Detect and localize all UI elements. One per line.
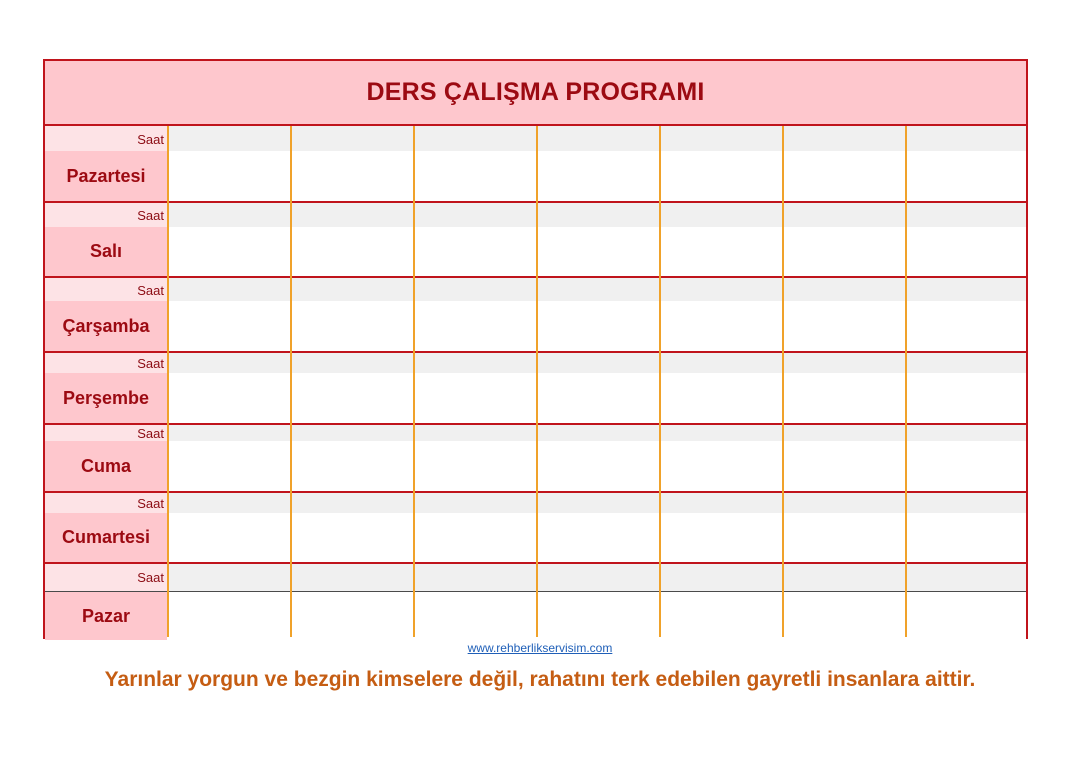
subject-cell[interactable] xyxy=(536,227,659,276)
subject-cell[interactable] xyxy=(905,151,1028,201)
subject-cell[interactable] xyxy=(905,373,1028,423)
day-block xyxy=(45,425,1026,493)
subject-cell[interactable] xyxy=(290,513,413,562)
subject-cell[interactable] xyxy=(659,592,782,640)
time-cell[interactable] xyxy=(413,203,536,228)
time-cells xyxy=(167,126,1026,152)
day-row xyxy=(45,592,1026,640)
time-cells xyxy=(167,425,1026,442)
time-cell[interactable] xyxy=(290,203,413,228)
time-cell[interactable] xyxy=(536,203,659,228)
subject-cell[interactable] xyxy=(782,592,905,640)
time-cell[interactable] xyxy=(659,425,782,442)
subject-cells xyxy=(167,151,1026,201)
time-cell[interactable] xyxy=(782,353,905,374)
subject-cell[interactable] xyxy=(413,441,536,491)
subject-cell[interactable] xyxy=(782,373,905,423)
day-label: Cuma xyxy=(45,441,167,491)
subject-cell[interactable] xyxy=(659,513,782,562)
subject-cell[interactable] xyxy=(167,151,290,201)
subject-cell[interactable] xyxy=(536,592,659,640)
time-cell[interactable] xyxy=(167,278,290,302)
day-row xyxy=(45,513,1026,562)
time-cells xyxy=(167,203,1026,228)
subject-cell[interactable] xyxy=(413,513,536,562)
time-cell[interactable] xyxy=(659,564,782,591)
motivational-quote: Yarınlar yorgun ve bezgin kimselere değil, rahatını terk edebilen gayretli insanlara aittir. xyxy=(104,668,976,691)
time-cell[interactable] xyxy=(413,126,536,152)
subject-cell[interactable] xyxy=(290,301,413,351)
study-schedule-table xyxy=(43,59,1028,639)
time-row xyxy=(45,126,1026,153)
time-cell[interactable] xyxy=(905,203,1028,228)
subject-cell[interactable] xyxy=(782,227,905,276)
day-label: Pazartesi xyxy=(45,151,167,201)
time-cell[interactable] xyxy=(782,126,905,152)
subject-cell[interactable] xyxy=(659,373,782,423)
subject-cell[interactable] xyxy=(536,151,659,201)
subject-cell[interactable] xyxy=(413,592,536,640)
subject-cell[interactable] xyxy=(905,592,1028,640)
time-label: Saat xyxy=(45,564,167,591)
subject-cell[interactable] xyxy=(290,441,413,491)
time-cell[interactable] xyxy=(905,493,1028,514)
subject-cell[interactable] xyxy=(782,151,905,201)
subject-cells xyxy=(167,441,1026,491)
subject-cells xyxy=(167,227,1026,276)
time-cell[interactable] xyxy=(782,203,905,228)
subject-cell[interactable] xyxy=(659,301,782,351)
time-cell[interactable] xyxy=(167,425,290,442)
subject-cell[interactable] xyxy=(413,151,536,201)
subject-cell[interactable] xyxy=(413,301,536,351)
time-cell[interactable] xyxy=(659,203,782,228)
time-cell[interactable] xyxy=(413,564,536,591)
subject-cells xyxy=(167,513,1026,562)
subject-cell[interactable] xyxy=(167,441,290,491)
website-link[interactable]: www.rehberlikservisim.com xyxy=(467,641,613,655)
time-cell[interactable] xyxy=(905,278,1028,302)
time-cell[interactable] xyxy=(413,493,536,514)
time-label: Saat xyxy=(45,278,167,302)
time-cell[interactable] xyxy=(167,493,290,514)
time-label: Saat xyxy=(45,203,167,228)
time-cell[interactable] xyxy=(905,353,1028,374)
day-row xyxy=(45,373,1026,423)
time-cell[interactable] xyxy=(167,353,290,374)
time-label: Saat xyxy=(45,353,167,374)
title-row xyxy=(45,61,1026,126)
time-cell[interactable] xyxy=(290,493,413,514)
time-row xyxy=(45,564,1026,592)
time-cell[interactable] xyxy=(167,203,290,228)
time-cell[interactable] xyxy=(782,564,905,591)
time-cell[interactable] xyxy=(536,126,659,152)
time-cell[interactable] xyxy=(413,278,536,302)
subject-cell[interactable] xyxy=(167,373,290,423)
day-row xyxy=(45,227,1026,276)
day-label: Pazar xyxy=(45,592,167,640)
subject-cell[interactable] xyxy=(905,301,1028,351)
subject-cell[interactable] xyxy=(782,513,905,562)
time-cell[interactable] xyxy=(659,353,782,374)
day-row xyxy=(45,301,1026,351)
subject-cell[interactable] xyxy=(905,227,1028,276)
day-block xyxy=(45,203,1026,278)
time-cell[interactable] xyxy=(905,126,1028,152)
subject-cells xyxy=(167,592,1026,640)
subject-cell[interactable] xyxy=(536,373,659,423)
subject-cell[interactable] xyxy=(536,513,659,562)
subject-cell[interactable] xyxy=(167,513,290,562)
time-cell[interactable] xyxy=(782,493,905,514)
website-footer xyxy=(0,641,1080,655)
subject-cell[interactable] xyxy=(659,441,782,491)
subject-cell[interactable] xyxy=(290,151,413,201)
subject-cells xyxy=(167,373,1026,423)
time-cell[interactable] xyxy=(536,278,659,302)
subject-cell[interactable] xyxy=(782,301,905,351)
day-label: Cumartesi xyxy=(45,513,167,562)
subject-cell[interactable] xyxy=(659,227,782,276)
time-cell[interactable] xyxy=(290,425,413,442)
day-label: Perşembe xyxy=(45,373,167,423)
time-cell[interactable] xyxy=(290,278,413,302)
subject-cell[interactable] xyxy=(413,373,536,423)
time-cell[interactable] xyxy=(290,564,413,591)
subject-cell[interactable] xyxy=(659,151,782,201)
time-cell[interactable] xyxy=(905,425,1028,442)
time-cell[interactable] xyxy=(659,493,782,514)
time-cell[interactable] xyxy=(290,126,413,152)
time-cell[interactable] xyxy=(659,278,782,302)
time-label: Saat xyxy=(45,425,167,442)
time-cell[interactable] xyxy=(536,425,659,442)
time-row xyxy=(45,203,1026,229)
time-cell[interactable] xyxy=(782,425,905,442)
time-label: Saat xyxy=(45,493,167,514)
subject-cell[interactable] xyxy=(167,301,290,351)
time-cell[interactable] xyxy=(905,564,1028,591)
time-cell[interactable] xyxy=(413,353,536,374)
subject-cell[interactable] xyxy=(413,227,536,276)
subject-cell[interactable] xyxy=(536,441,659,491)
subject-cell[interactable] xyxy=(290,373,413,423)
day-row xyxy=(45,441,1026,491)
subject-cell[interactable] xyxy=(290,227,413,276)
page-title: DERS ÇALIŞMA PROGRAMI xyxy=(366,78,705,106)
time-cells xyxy=(167,564,1026,591)
time-row xyxy=(45,278,1026,303)
subject-cell[interactable] xyxy=(290,592,413,640)
subject-cells xyxy=(167,301,1026,351)
subject-cell[interactable] xyxy=(782,441,905,491)
subject-cell[interactable] xyxy=(167,592,290,640)
day-row xyxy=(45,151,1026,201)
time-cells xyxy=(167,278,1026,302)
time-cell[interactable] xyxy=(536,353,659,374)
time-cell[interactable] xyxy=(536,564,659,591)
time-label: Saat xyxy=(45,126,167,152)
time-cell[interactable] xyxy=(659,126,782,152)
subject-cell[interactable] xyxy=(905,513,1028,562)
time-cell[interactable] xyxy=(167,564,290,591)
time-cell[interactable] xyxy=(536,493,659,514)
day-block xyxy=(45,493,1026,564)
time-row xyxy=(45,353,1026,375)
day-block xyxy=(45,278,1026,353)
time-cell[interactable] xyxy=(413,425,536,442)
day-block xyxy=(45,353,1026,425)
day-label: Salı xyxy=(45,227,167,276)
time-cell[interactable] xyxy=(782,278,905,302)
day-block xyxy=(45,564,1026,640)
subject-cell[interactable] xyxy=(167,227,290,276)
time-cells xyxy=(167,493,1026,514)
subject-cell[interactable] xyxy=(905,441,1028,491)
time-cell[interactable] xyxy=(290,353,413,374)
time-cell[interactable] xyxy=(167,126,290,152)
time-cells xyxy=(167,353,1026,374)
day-block xyxy=(45,126,1026,203)
subject-cell[interactable] xyxy=(536,301,659,351)
day-label: Çarşamba xyxy=(45,301,167,351)
time-row xyxy=(45,493,1026,515)
